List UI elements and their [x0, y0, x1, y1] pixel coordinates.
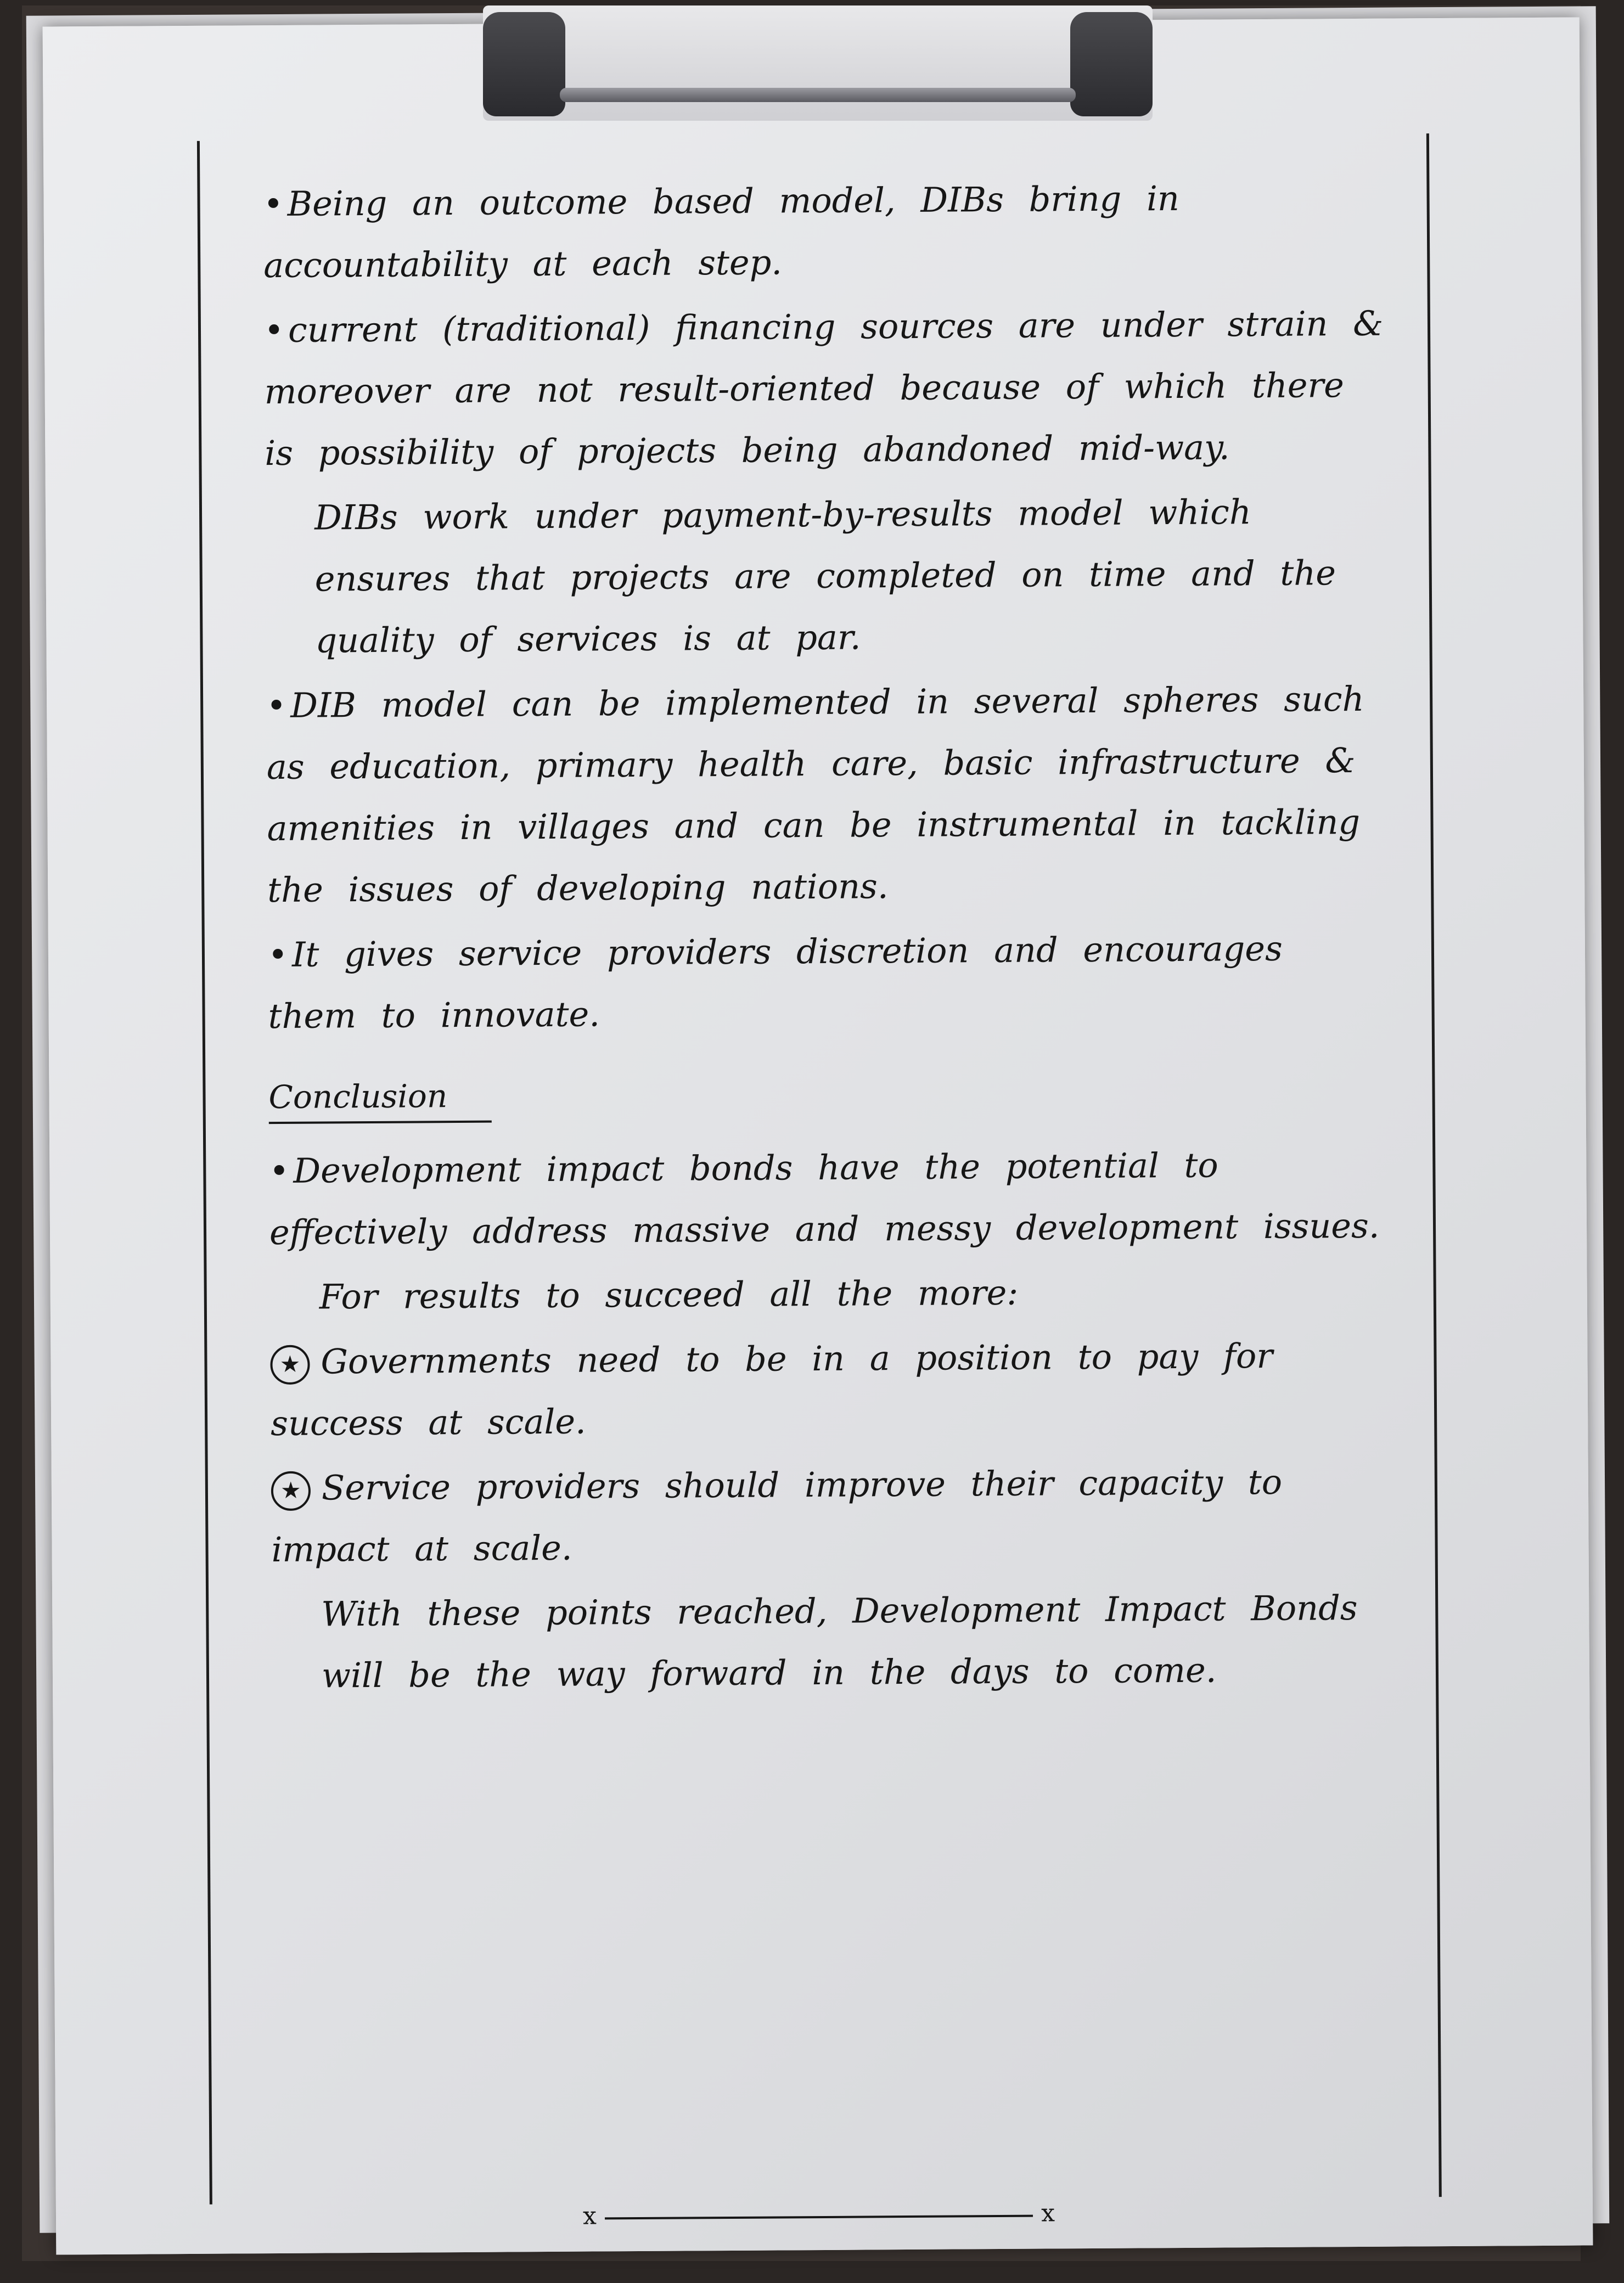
bullet-icon: • — [263, 183, 284, 224]
end-divider — [605, 2215, 1033, 2220]
end-mark: x — [1041, 2199, 1055, 2228]
clip-right-grip — [1070, 12, 1153, 116]
clip-left-grip — [483, 12, 565, 116]
bullet-icon: • — [263, 310, 284, 351]
conclusion-paragraph: For results to succeed all the more: — [319, 1272, 1019, 1317]
bullet-icon: • — [269, 1150, 290, 1191]
note-paragraph: • current (traditional) financing sources are under strain & moreover are not result-oriented because of which there is possibility of projects being abandoned mid-way. — [264, 293, 1390, 485]
handwritten-page — [43, 17, 1593, 2254]
clip-wire-bar — [560, 88, 1076, 102]
end-mark: x — [582, 2202, 597, 2230]
circled-star-icon: ★ — [271, 1471, 311, 1511]
bullet-icon: • — [267, 934, 288, 975]
bullet-icon: • — [266, 685, 286, 726]
clipboard-clip — [483, 5, 1153, 121]
left-margin-line — [197, 141, 212, 2205]
notes-body — [263, 167, 1397, 1710]
starred-point: ★ Governments need to be in a position to pay for success at scale. — [270, 1335, 1273, 1444]
note-paragraph: • It gives service providers discretion and encourages them to innovate. — [268, 918, 1393, 1048]
closing-paragraph: With these points reached, Development Impact Bonds will be the way forward in the days to come. — [321, 1588, 1358, 1696]
note-paragraph: • DIB model can be implemented in several spheres such as education, primary health care, basic infrastructure & amenities in villages and can be instrumental in tackling the issues of developing nations. — [266, 668, 1393, 921]
note-paragraph: DIBs work under payment-by-results model which ensures that projects are completed on time and the quality of services is at par. — [314, 492, 1336, 661]
note-paragraph: • Being an outcome based model, DIBs bring in accountability at each step. — [263, 167, 1389, 297]
right-margin-line — [1426, 133, 1442, 2197]
starred-point: ★ Service providers should improve their capacity to impact at scale. — [271, 1461, 1283, 1570]
circled-star-icon: ★ — [270, 1345, 310, 1385]
conclusion-heading: Conclusion — [268, 1071, 491, 1124]
end-of-answer-line — [583, 2199, 1055, 2235]
conclusion-paragraph: • Development impact bonds have the potential to effectively address massive and messy development issues. — [269, 1134, 1395, 1264]
